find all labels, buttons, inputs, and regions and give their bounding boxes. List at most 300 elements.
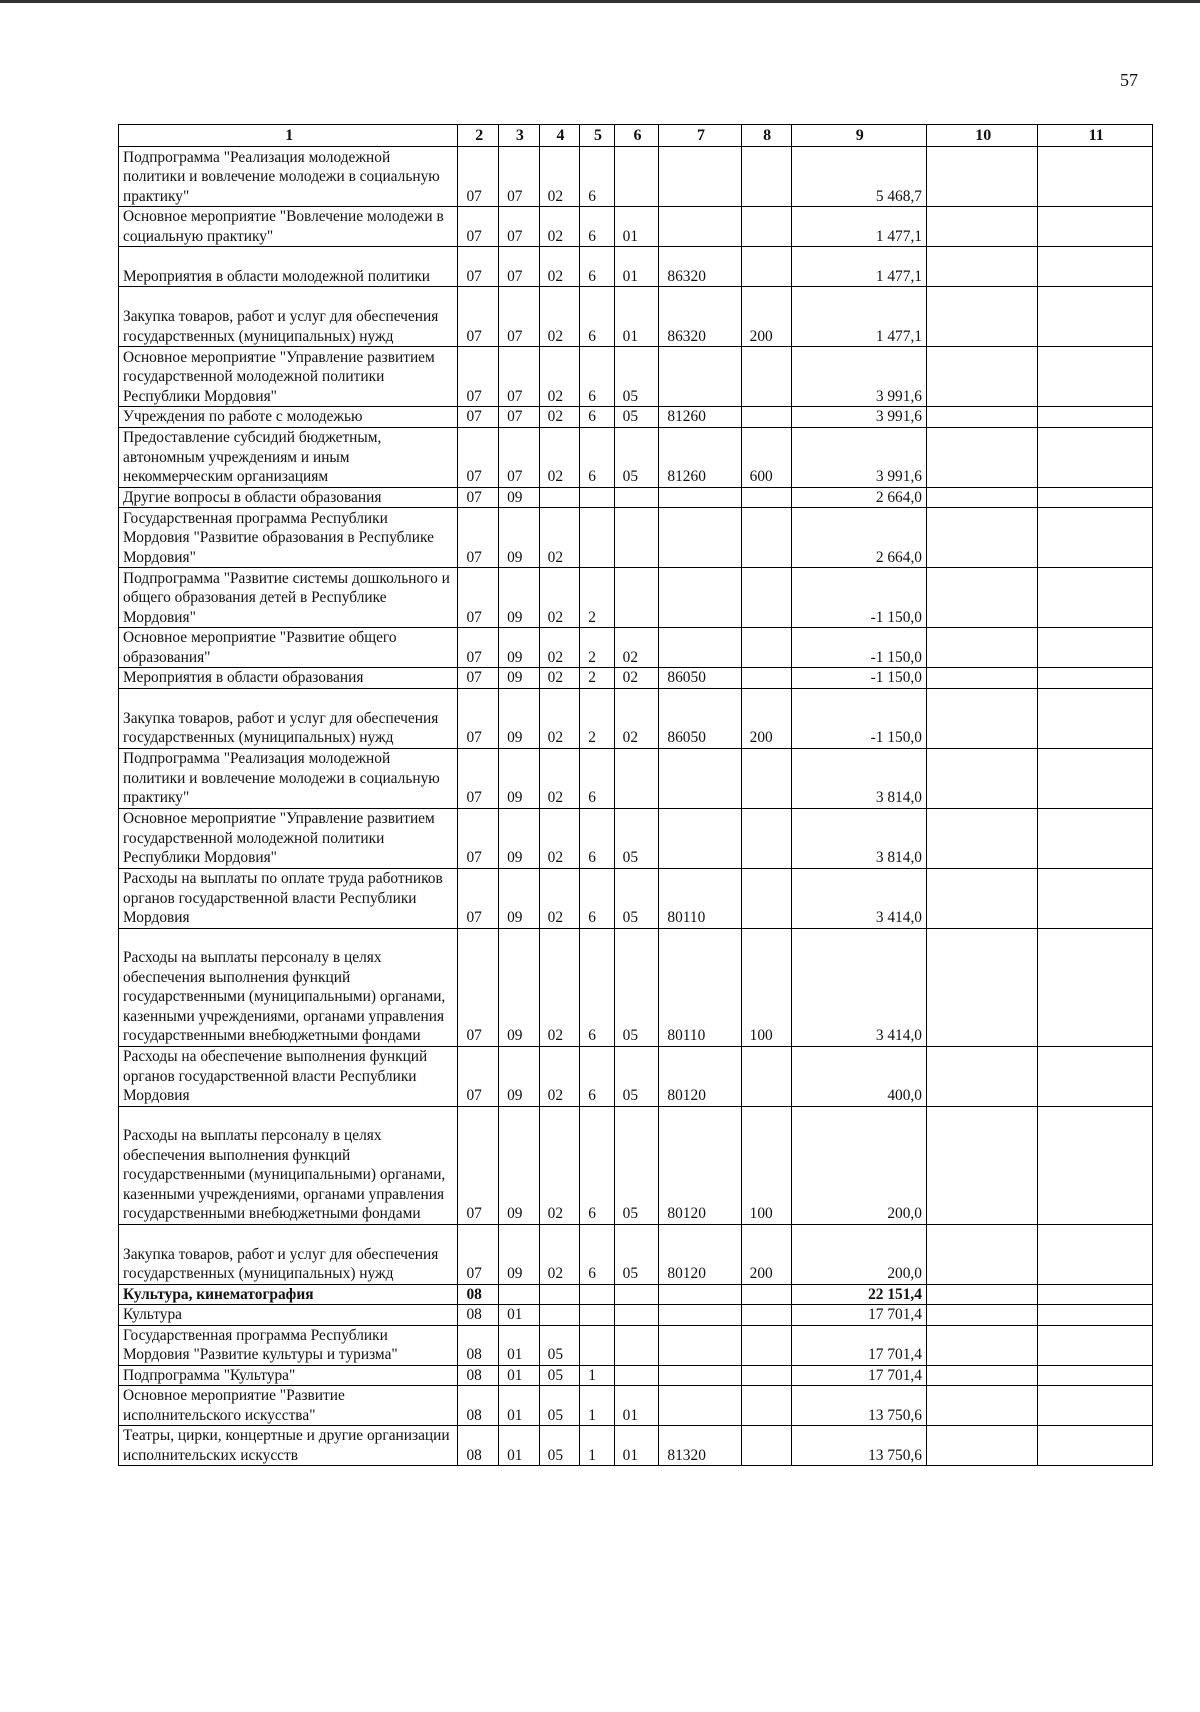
cell-program-code: 02 <box>539 628 580 668</box>
cell-item-name: Расходы на выплаты персоналу в целях обеспечения выполнения функций государственными (муниципальными) органами, казенными учреждениями, органами управления государственными внебюджетными фондами <box>119 928 458 1046</box>
cell-activity-code <box>614 568 659 628</box>
cell-section-code: 07 <box>458 568 499 628</box>
cell-program-code: 02 <box>539 347 580 407</box>
cell-col-11 <box>1038 247 1153 287</box>
cell-subprogram-code: 6 <box>580 427 614 487</box>
cell-subprogram-code: 2 <box>580 568 614 628</box>
cell-subsection-code: 09 <box>499 668 540 689</box>
table-row <box>119 247 1153 287</box>
cell-section-code: 07 <box>458 287 499 347</box>
cell-program-code: 02 <box>539 928 580 1046</box>
cell-subprogram-code: 6 <box>580 147 614 207</box>
cell-expense-type-code: 200 <box>741 1224 791 1284</box>
cell-program-code: 02 <box>539 688 580 748</box>
scan-edge-line <box>0 0 1200 3</box>
cell-section-code: 08 <box>458 1284 499 1305</box>
cell-section-code: 08 <box>458 1365 499 1386</box>
cell-subprogram-code: 6 <box>580 347 614 407</box>
cell-amount: 3 814,0 <box>791 748 926 808</box>
cell-subprogram-code: 6 <box>580 808 614 868</box>
cell-item-name: Государственная программа Республики Мордовия "Развитие культуры и туризма" <box>119 1325 458 1365</box>
header-col-5: 5 <box>580 125 614 147</box>
cell-expense-type-code <box>741 1426 791 1466</box>
cell-program-code: 02 <box>539 1106 580 1224</box>
cell-section-code: 07 <box>458 427 499 487</box>
cell-amount: 3 991,6 <box>791 407 926 428</box>
cell-item-name: Культура, кинематография <box>119 1284 458 1305</box>
cell-subsection-code: 09 <box>499 508 540 568</box>
cell-col-11 <box>1038 1305 1153 1326</box>
cell-subprogram-code: 6 <box>580 1046 614 1106</box>
cell-col-10 <box>926 1284 1037 1305</box>
cell-expense-type-code: 100 <box>741 1106 791 1224</box>
cell-col-11 <box>1038 628 1153 668</box>
cell-item-name: Основное мероприятие "Развитие общего образования" <box>119 628 458 668</box>
cell-item-name: Подпрограмма "Развитие системы дошкольного и общего образования детей в Республике Мордовия" <box>119 568 458 628</box>
cell-direction-code <box>659 1386 741 1426</box>
cell-activity-code: 05 <box>614 808 659 868</box>
cell-subsection-code: 07 <box>499 147 540 207</box>
cell-col-11 <box>1038 147 1153 207</box>
cell-activity-code: 05 <box>614 1046 659 1106</box>
cell-subprogram-code: 2 <box>580 668 614 689</box>
cell-section-code: 07 <box>458 147 499 207</box>
cell-amount: 13 750,6 <box>791 1386 926 1426</box>
cell-activity-code: 01 <box>614 247 659 287</box>
cell-direction-code: 80110 <box>659 928 741 1046</box>
cell-activity-code: 02 <box>614 628 659 668</box>
cell-subprogram-code: 2 <box>580 688 614 748</box>
cell-subsection-code: 07 <box>499 247 540 287</box>
cell-program-code: 02 <box>539 1224 580 1284</box>
cell-amount: 22 151,4 <box>791 1284 926 1305</box>
cell-section-code: 07 <box>458 347 499 407</box>
cell-col-11 <box>1038 568 1153 628</box>
cell-expense-type-code <box>741 748 791 808</box>
cell-program-code: 05 <box>539 1386 580 1426</box>
table-row <box>119 1325 1153 1365</box>
cell-section-code: 07 <box>458 508 499 568</box>
cell-col-10 <box>926 868 1037 928</box>
cell-activity-code: 01 <box>614 207 659 247</box>
cell-col-10 <box>926 427 1037 487</box>
cell-col-10 <box>926 1046 1037 1106</box>
cell-program-code: 02 <box>539 427 580 487</box>
cell-amount: 3 991,6 <box>791 427 926 487</box>
cell-col-11 <box>1038 508 1153 568</box>
cell-col-10 <box>926 628 1037 668</box>
cell-item-name: Театры, цирки, концертные и другие организации исполнительских искусств <box>119 1426 458 1466</box>
cell-activity-code: 01 <box>614 287 659 347</box>
cell-section-code: 07 <box>458 688 499 748</box>
cell-item-name: Подпрограмма "Реализация молодежной политики и вовлечение молодежи в социальную практику" <box>119 748 458 808</box>
cell-activity-code <box>614 748 659 808</box>
cell-amount: 3 814,0 <box>791 808 926 868</box>
cell-amount: -1 150,0 <box>791 568 926 628</box>
cell-direction-code: 86320 <box>659 287 741 347</box>
cell-amount: 2 664,0 <box>791 487 926 508</box>
budget-table <box>118 124 1153 1466</box>
cell-direction-code <box>659 1305 741 1326</box>
cell-subsection-code <box>499 1284 540 1305</box>
cell-amount: 1 477,1 <box>791 287 926 347</box>
cell-activity-code: 02 <box>614 688 659 748</box>
cell-expense-type-code <box>741 808 791 868</box>
cell-subsection-code: 07 <box>499 347 540 407</box>
cell-subsection-code: 09 <box>499 868 540 928</box>
table-row <box>119 1046 1153 1106</box>
cell-amount: 5 468,7 <box>791 147 926 207</box>
cell-subsection-code: 07 <box>499 287 540 347</box>
cell-section-code: 08 <box>458 1325 499 1365</box>
cell-subprogram-code: 1 <box>580 1426 614 1466</box>
cell-col-10 <box>926 748 1037 808</box>
cell-amount: 3 414,0 <box>791 868 926 928</box>
cell-program-code <box>539 487 580 508</box>
cell-direction-code: 80120 <box>659 1046 741 1106</box>
cell-expense-type-code: 200 <box>741 287 791 347</box>
cell-subprogram-code: 6 <box>580 1106 614 1224</box>
cell-col-11 <box>1038 407 1153 428</box>
cell-item-name: Расходы на выплаты по оплате труда работников органов государственной власти Республики Мордовия <box>119 868 458 928</box>
cell-col-11 <box>1038 868 1153 928</box>
header-col-8: 8 <box>741 125 791 147</box>
cell-expense-type-code: 200 <box>741 688 791 748</box>
cell-item-name: Мероприятия в области образования <box>119 668 458 689</box>
table-row <box>119 287 1153 347</box>
cell-col-10 <box>926 1224 1037 1284</box>
cell-expense-type-code <box>741 1386 791 1426</box>
table-row <box>119 868 1153 928</box>
cell-section-code: 07 <box>458 628 499 668</box>
cell-activity-code: 05 <box>614 928 659 1046</box>
table-row <box>119 147 1153 207</box>
table-header-row <box>119 125 1153 147</box>
cell-subprogram-code: 6 <box>580 928 614 1046</box>
cell-program-code: 02 <box>539 868 580 928</box>
cell-item-name: Основное мероприятие "Управление развитием государственной молодежной политики Республики Мордовия" <box>119 347 458 407</box>
cell-subsection-code: 07 <box>499 427 540 487</box>
cell-col-10 <box>926 407 1037 428</box>
cell-activity-code: 05 <box>614 1106 659 1224</box>
table-row <box>119 1305 1153 1326</box>
cell-activity-code <box>614 1305 659 1326</box>
table-row <box>119 427 1153 487</box>
cell-subprogram-code: 6 <box>580 868 614 928</box>
cell-col-11 <box>1038 427 1153 487</box>
cell-item-name: Мероприятия в области молодежной политики <box>119 247 458 287</box>
cell-item-name: Государственная программа Республики Мордовия "Развитие образования в Республике Мордовия" <box>119 508 458 568</box>
cell-amount: 200,0 <box>791 1106 926 1224</box>
cell-col-10 <box>926 147 1037 207</box>
cell-subsection-code: 09 <box>499 928 540 1046</box>
cell-subsection-code: 09 <box>499 1224 540 1284</box>
cell-direction-code: 80110 <box>659 868 741 928</box>
cell-activity-code <box>614 1365 659 1386</box>
cell-direction-code: 86050 <box>659 688 741 748</box>
cell-direction-code <box>659 147 741 207</box>
cell-section-code: 07 <box>458 868 499 928</box>
cell-subprogram-code: 1 <box>580 1386 614 1426</box>
header-col-3: 3 <box>499 125 540 147</box>
cell-item-name: Предоставление субсидий бюджетным, автономным учреждениям и иным некоммерческим организациям <box>119 427 458 487</box>
table-row <box>119 1365 1153 1386</box>
cell-subprogram-code: 6 <box>580 247 614 287</box>
cell-col-11 <box>1038 287 1153 347</box>
table-row <box>119 347 1153 407</box>
page-number: 57 <box>1120 70 1138 90</box>
cell-section-code: 07 <box>458 247 499 287</box>
cell-direction-code <box>659 1365 741 1386</box>
cell-col-10 <box>926 487 1037 508</box>
table-row <box>119 748 1153 808</box>
cell-col-10 <box>926 1325 1037 1365</box>
cell-subprogram-code: 6 <box>580 287 614 347</box>
cell-activity-code <box>614 487 659 508</box>
table-row <box>119 207 1153 247</box>
cell-section-code: 08 <box>458 1426 499 1466</box>
cell-amount: 200,0 <box>791 1224 926 1284</box>
cell-col-10 <box>926 928 1037 1046</box>
cell-expense-type-code: 600 <box>741 427 791 487</box>
cell-subprogram-code <box>580 487 614 508</box>
cell-expense-type-code <box>741 668 791 689</box>
cell-item-name: Учреждения по работе с молодежью <box>119 407 458 428</box>
table-row <box>119 808 1153 868</box>
cell-subprogram-code: 6 <box>580 407 614 428</box>
cell-direction-code <box>659 1284 741 1305</box>
cell-item-name: Закупка товаров, работ и услуг для обеспечения государственных (муниципальных) нужд <box>119 1224 458 1284</box>
cell-col-10 <box>926 508 1037 568</box>
cell-direction-code <box>659 748 741 808</box>
cell-section-code: 07 <box>458 207 499 247</box>
cell-amount: -1 150,0 <box>791 688 926 748</box>
cell-activity-code: 05 <box>614 1224 659 1284</box>
header-col-9: 9 <box>791 125 926 147</box>
cell-amount: 17 701,4 <box>791 1325 926 1365</box>
cell-subprogram-code: 6 <box>580 1224 614 1284</box>
cell-col-11 <box>1038 1325 1153 1365</box>
cell-program-code: 02 <box>539 808 580 868</box>
cell-expense-type-code <box>741 628 791 668</box>
cell-direction-code: 81320 <box>659 1426 741 1466</box>
cell-expense-type-code <box>741 1365 791 1386</box>
table-row <box>119 508 1153 568</box>
table-row <box>119 668 1153 689</box>
cell-expense-type-code <box>741 1046 791 1106</box>
cell-section-code: 07 <box>458 1224 499 1284</box>
cell-program-code: 02 <box>539 668 580 689</box>
cell-program-code <box>539 1284 580 1305</box>
cell-expense-type-code <box>741 1305 791 1326</box>
cell-activity-code: 05 <box>614 868 659 928</box>
cell-activity-code: 05 <box>614 347 659 407</box>
cell-activity-code: 01 <box>614 1426 659 1466</box>
cell-activity-code <box>614 508 659 568</box>
cell-expense-type-code <box>741 868 791 928</box>
cell-col-11 <box>1038 808 1153 868</box>
cell-col-11 <box>1038 1106 1153 1224</box>
header-col-2: 2 <box>458 125 499 147</box>
cell-col-11 <box>1038 1365 1153 1386</box>
cell-item-name: Расходы на обеспечение выполнения функций органов государственной власти Республики Мордовия <box>119 1046 458 1106</box>
cell-activity-code <box>614 147 659 207</box>
cell-col-11 <box>1038 928 1153 1046</box>
cell-section-code: 08 <box>458 1305 499 1326</box>
cell-direction-code <box>659 508 741 568</box>
cell-col-10 <box>926 207 1037 247</box>
cell-direction-code: 86320 <box>659 247 741 287</box>
cell-col-10 <box>926 1106 1037 1224</box>
cell-section-code: 07 <box>458 928 499 1046</box>
cell-program-code: 02 <box>539 247 580 287</box>
cell-amount: 17 701,4 <box>791 1365 926 1386</box>
cell-col-11 <box>1038 1046 1153 1106</box>
table-row <box>119 1386 1153 1426</box>
cell-amount: 3 414,0 <box>791 928 926 1046</box>
cell-section-code: 07 <box>458 808 499 868</box>
table-body <box>119 147 1153 1466</box>
cell-item-name: Расходы на выплаты персоналу в целях обеспечения выполнения функций государственными (муниципальными) органами, казенными учреждениями, органами управления государственными внебюджетными фондами <box>119 1106 458 1224</box>
table-row <box>119 1106 1153 1224</box>
cell-expense-type-code <box>741 407 791 428</box>
cell-activity-code: 05 <box>614 407 659 428</box>
cell-subprogram-code: 2 <box>580 628 614 668</box>
cell-col-11 <box>1038 207 1153 247</box>
cell-expense-type-code <box>741 568 791 628</box>
cell-section-code: 07 <box>458 487 499 508</box>
cell-amount: 3 991,6 <box>791 347 926 407</box>
cell-subprogram-code: 1 <box>580 1365 614 1386</box>
cell-section-code: 07 <box>458 668 499 689</box>
cell-subprogram-code <box>580 508 614 568</box>
cell-direction-code <box>659 1325 741 1365</box>
cell-activity-code: 02 <box>614 668 659 689</box>
cell-col-10 <box>926 1365 1037 1386</box>
cell-subprogram-code <box>580 1305 614 1326</box>
cell-subsection-code: 09 <box>499 688 540 748</box>
cell-expense-type-code <box>741 207 791 247</box>
cell-subprogram-code: 6 <box>580 748 614 808</box>
table-row <box>119 688 1153 748</box>
cell-subsection-code: 01 <box>499 1426 540 1466</box>
cell-subsection-code: 09 <box>499 808 540 868</box>
table-row <box>119 568 1153 628</box>
cell-direction-code: 80120 <box>659 1224 741 1284</box>
cell-section-code: 07 <box>458 407 499 428</box>
cell-direction-code <box>659 628 741 668</box>
cell-section-code: 07 <box>458 748 499 808</box>
cell-direction-code: 86050 <box>659 668 741 689</box>
cell-subsection-code: 01 <box>499 1305 540 1326</box>
cell-activity-code <box>614 1325 659 1365</box>
table-row <box>119 628 1153 668</box>
cell-expense-type-code <box>741 247 791 287</box>
cell-item-name: Основное мероприятие "Развитие исполнительского искусства" <box>119 1386 458 1426</box>
cell-col-11 <box>1038 487 1153 508</box>
table-row <box>119 1284 1153 1305</box>
cell-program-code: 05 <box>539 1325 580 1365</box>
cell-subsection-code: 01 <box>499 1386 540 1426</box>
cell-expense-type-code: 100 <box>741 928 791 1046</box>
cell-subsection-code: 07 <box>499 207 540 247</box>
cell-program-code: 05 <box>539 1365 580 1386</box>
cell-expense-type-code <box>741 487 791 508</box>
cell-col-11 <box>1038 668 1153 689</box>
cell-col-10 <box>926 808 1037 868</box>
cell-col-11 <box>1038 1224 1153 1284</box>
cell-col-11 <box>1038 1426 1153 1466</box>
cell-subsection-code: 09 <box>499 628 540 668</box>
cell-subsection-code: 09 <box>499 1046 540 1106</box>
cell-expense-type-code <box>741 1325 791 1365</box>
cell-activity-code: 05 <box>614 427 659 487</box>
cell-amount: -1 150,0 <box>791 628 926 668</box>
header-col-7: 7 <box>659 125 741 147</box>
cell-col-10 <box>926 247 1037 287</box>
cell-program-code: 02 <box>539 147 580 207</box>
cell-subprogram-code <box>580 1325 614 1365</box>
cell-program-code: 05 <box>539 1426 580 1466</box>
cell-section-code: 07 <box>458 1106 499 1224</box>
cell-program-code <box>539 1305 580 1326</box>
cell-program-code: 02 <box>539 207 580 247</box>
cell-direction-code <box>659 347 741 407</box>
cell-program-code: 02 <box>539 508 580 568</box>
cell-program-code: 02 <box>539 407 580 428</box>
cell-subsection-code: 09 <box>499 568 540 628</box>
cell-amount: 1 477,1 <box>791 247 926 287</box>
cell-subsection-code: 09 <box>499 1106 540 1224</box>
cell-program-code: 02 <box>539 287 580 347</box>
cell-item-name: Закупка товаров, работ и услуг для обеспечения государственных (муниципальных) нужд <box>119 287 458 347</box>
cell-col-10 <box>926 1305 1037 1326</box>
cell-direction-code: 81260 <box>659 427 741 487</box>
cell-subsection-code: 09 <box>499 487 540 508</box>
header-col-4: 4 <box>539 125 580 147</box>
cell-amount: 13 750,6 <box>791 1426 926 1466</box>
cell-direction-code <box>659 487 741 508</box>
cell-amount: 2 664,0 <box>791 508 926 568</box>
cell-expense-type-code <box>741 347 791 407</box>
cell-col-11 <box>1038 1386 1153 1426</box>
cell-col-10 <box>926 568 1037 628</box>
cell-amount: 17 701,4 <box>791 1305 926 1326</box>
cell-subprogram-code: 6 <box>580 207 614 247</box>
cell-col-11 <box>1038 1284 1153 1305</box>
cell-direction-code <box>659 207 741 247</box>
cell-item-name: Закупка товаров, работ и услуг для обеспечения государственных (муниципальных) нужд <box>119 688 458 748</box>
cell-direction-code <box>659 568 741 628</box>
cell-subprogram-code <box>580 1284 614 1305</box>
cell-section-code: 07 <box>458 1046 499 1106</box>
cell-subsection-code: 01 <box>499 1365 540 1386</box>
cell-item-name: Другие вопросы в области образования <box>119 487 458 508</box>
cell-amount: 1 477,1 <box>791 207 926 247</box>
header-col-6: 6 <box>614 125 659 147</box>
cell-direction-code: 81260 <box>659 407 741 428</box>
table-row <box>119 1224 1153 1284</box>
cell-activity-code <box>614 1284 659 1305</box>
cell-subsection-code: 07 <box>499 407 540 428</box>
cell-program-code: 02 <box>539 748 580 808</box>
cell-item-name: Культура <box>119 1305 458 1326</box>
header-col-11: 11 <box>1038 125 1153 147</box>
header-col-1: 1 <box>119 125 458 147</box>
cell-amount: -1 150,0 <box>791 668 926 689</box>
cell-col-10 <box>926 1386 1037 1426</box>
cell-col-10 <box>926 287 1037 347</box>
